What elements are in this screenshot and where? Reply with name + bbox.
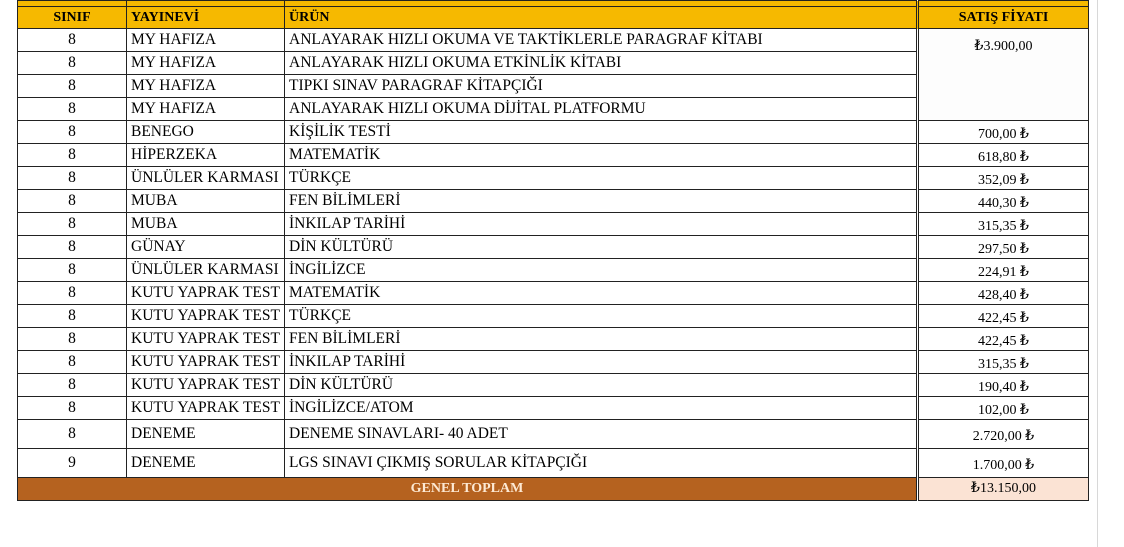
header-fiyat: SATIŞ FİYATI <box>919 7 1089 29</box>
price-value: 352,09 ₺ <box>978 173 1029 188</box>
table-row <box>18 449 1089 478</box>
cell-fiyat <box>919 167 1089 190</box>
cell-fiyat <box>919 305 1089 328</box>
cell-fiyat <box>919 236 1089 259</box>
price-value: 428,40 ₺ <box>978 288 1029 303</box>
cell-fiyat <box>919 449 1089 478</box>
cell-yayinevi: ÜNLÜLER KARMASI <box>127 167 285 190</box>
cell-yayinevi: MUBA <box>127 190 285 213</box>
table-row <box>18 420 1089 449</box>
price-value: 297,50 ₺ <box>978 242 1029 257</box>
cell-urun: LGS SINAVI ÇIKMIŞ SORULAR KİTAPÇIĞI <box>285 449 917 478</box>
price-value: 422,45 ₺ <box>978 311 1029 326</box>
price-value: 102,00 ₺ <box>978 403 1029 418</box>
table-row <box>18 167 1089 190</box>
cell-yayinevi: ÜNLÜLER KARMASI <box>127 259 285 282</box>
cell-yayinevi: MY HAFIZA <box>127 75 285 98</box>
cell-sinif: 8 <box>18 52 127 75</box>
cell-yayinevi: MY HAFIZA <box>127 98 285 121</box>
cell-fiyat <box>919 374 1089 397</box>
cell-sinif: 8 <box>18 259 127 282</box>
cell-urun: ANLAYARAK HIZLI OKUMA DİJİTAL PLATFORMU <box>285 98 917 121</box>
table-row <box>18 29 1089 52</box>
cell-yayinevi: KUTU YAPRAK TEST <box>127 282 285 305</box>
price-value: 422,45 ₺ <box>978 334 1029 349</box>
header-urun: ÜRÜN <box>285 7 917 29</box>
cell-yayinevi: GÜNAY <box>127 236 285 259</box>
table-row <box>18 121 1089 144</box>
cell-yayinevi: MUBA <box>127 213 285 236</box>
table-row <box>18 351 1089 374</box>
cell-sinif: 8 <box>18 351 127 374</box>
cell-sinif: 8 <box>18 305 127 328</box>
cell-sinif: 8 <box>18 167 127 190</box>
price-value: 1.700,00 ₺ <box>972 458 1035 473</box>
table-row <box>18 328 1089 351</box>
cell-sinif: 8 <box>18 420 127 449</box>
table-row <box>18 144 1089 167</box>
cell-urun: TÜRKÇE <box>285 167 917 190</box>
cell-yayinevi: KUTU YAPRAK TEST <box>127 351 285 374</box>
cell-yayinevi: HİPERZEKA <box>127 144 285 167</box>
cell-sinif: 8 <box>18 144 127 167</box>
cell-sinif: 8 <box>18 98 127 121</box>
cell-fiyat <box>919 397 1089 420</box>
table-row <box>18 374 1089 397</box>
cell-yayinevi: KUTU YAPRAK TEST <box>127 328 285 351</box>
cell-yayinevi: KUTU YAPRAK TEST <box>127 397 285 420</box>
cell-urun: MATEMATİK <box>285 282 917 305</box>
cell-urun: TIPKI SINAV PARAGRAF KİTAPÇIĞI <box>285 75 917 98</box>
cell-yayinevi: KUTU YAPRAK TEST <box>127 374 285 397</box>
cell-yayinevi: MY HAFIZA <box>127 29 285 52</box>
cell-yayinevi: BENEGO <box>127 121 285 144</box>
cell-yayinevi: MY HAFIZA <box>127 52 285 75</box>
price-value: ₺3.900,00 <box>974 39 1033 54</box>
cell-urun: DENEME SINAVLARI- 40 ADET <box>285 420 917 449</box>
total-value: ₺13.150,00 <box>919 478 1089 501</box>
page-edge <box>1097 0 1098 547</box>
cell-fiyat <box>919 282 1089 305</box>
cell-urun: FEN BİLİMLERİ <box>285 190 917 213</box>
price-table <box>17 0 1089 501</box>
total-label: GENEL TOPLAM <box>18 478 917 501</box>
cell-sinif: 8 <box>18 374 127 397</box>
cell-fiyat <box>919 213 1089 236</box>
cell-yayinevi: DENEME <box>127 449 285 478</box>
price-value: 440,30 ₺ <box>978 196 1029 211</box>
cell-urun: MATEMATİK <box>285 144 917 167</box>
table-row <box>18 282 1089 305</box>
cell-fiyat <box>919 190 1089 213</box>
table-row <box>18 305 1089 328</box>
cell-urun: İNKILAP TARİHİ <box>285 213 917 236</box>
cell-sinif: 8 <box>18 213 127 236</box>
cell-sinif: 9 <box>18 449 127 478</box>
cell-sinif: 8 <box>18 190 127 213</box>
cell-sinif: 8 <box>18 282 127 305</box>
price-value: 224,91 ₺ <box>978 265 1029 280</box>
cell-sinif: 8 <box>18 328 127 351</box>
cell-sinif: 8 <box>18 397 127 420</box>
cell-sinif: 8 <box>18 29 127 52</box>
cell-fiyat <box>919 328 1089 351</box>
cell-urun: DİN KÜLTÜRÜ <box>285 374 917 397</box>
cell-urun: ANLAYARAK HIZLI OKUMA VE TAKTİKLERLE PARAGRAF KİTABI <box>285 29 917 52</box>
cell-fiyat <box>919 144 1089 167</box>
cell-urun: İNGİLİZCE <box>285 259 917 282</box>
cell-fiyat <box>919 351 1089 374</box>
cell-urun: İNKILAP TARİHİ <box>285 351 917 374</box>
cell-sinif: 8 <box>18 121 127 144</box>
table-row <box>18 259 1089 282</box>
cell-urun: FEN BİLİMLERİ <box>285 328 917 351</box>
header-row <box>18 7 1089 29</box>
price-value: 700,00 ₺ <box>978 127 1029 142</box>
header-yayinevi: YAYINEVİ <box>127 7 285 29</box>
cell-fiyat <box>919 259 1089 282</box>
cell-urun: İNGİLİZCE/ATOM <box>285 397 917 420</box>
cell-fiyat <box>919 420 1089 449</box>
header-sinif: SINIF <box>18 7 127 29</box>
cell-fiyat <box>919 121 1089 144</box>
cell-urun: DİN KÜLTÜRÜ <box>285 236 917 259</box>
cell-yayinevi: DENEME <box>127 420 285 449</box>
cell-sinif: 8 <box>18 236 127 259</box>
price-value: 315,35 ₺ <box>978 219 1029 234</box>
cell-yayinevi: KUTU YAPRAK TEST <box>127 305 285 328</box>
table-row <box>18 397 1089 420</box>
cell-urun: TÜRKÇE <box>285 305 917 328</box>
total-row <box>18 478 1089 501</box>
table-row <box>18 213 1089 236</box>
table-row <box>18 190 1089 213</box>
cell-urun: ANLAYARAK HIZLI OKUMA ETKİNLİK KİTABI <box>285 52 917 75</box>
price-value: 315,35 ₺ <box>978 357 1029 372</box>
cell-sinif: 8 <box>18 75 127 98</box>
cell-urun: KİŞİLİK TESTİ <box>285 121 917 144</box>
cell-fiyat <box>919 29 1089 121</box>
price-value: 190,40 ₺ <box>978 380 1029 395</box>
price-value: 618,80 ₺ <box>978 150 1029 165</box>
table-row <box>18 236 1089 259</box>
price-value: 2.720,00 ₺ <box>972 429 1035 444</box>
